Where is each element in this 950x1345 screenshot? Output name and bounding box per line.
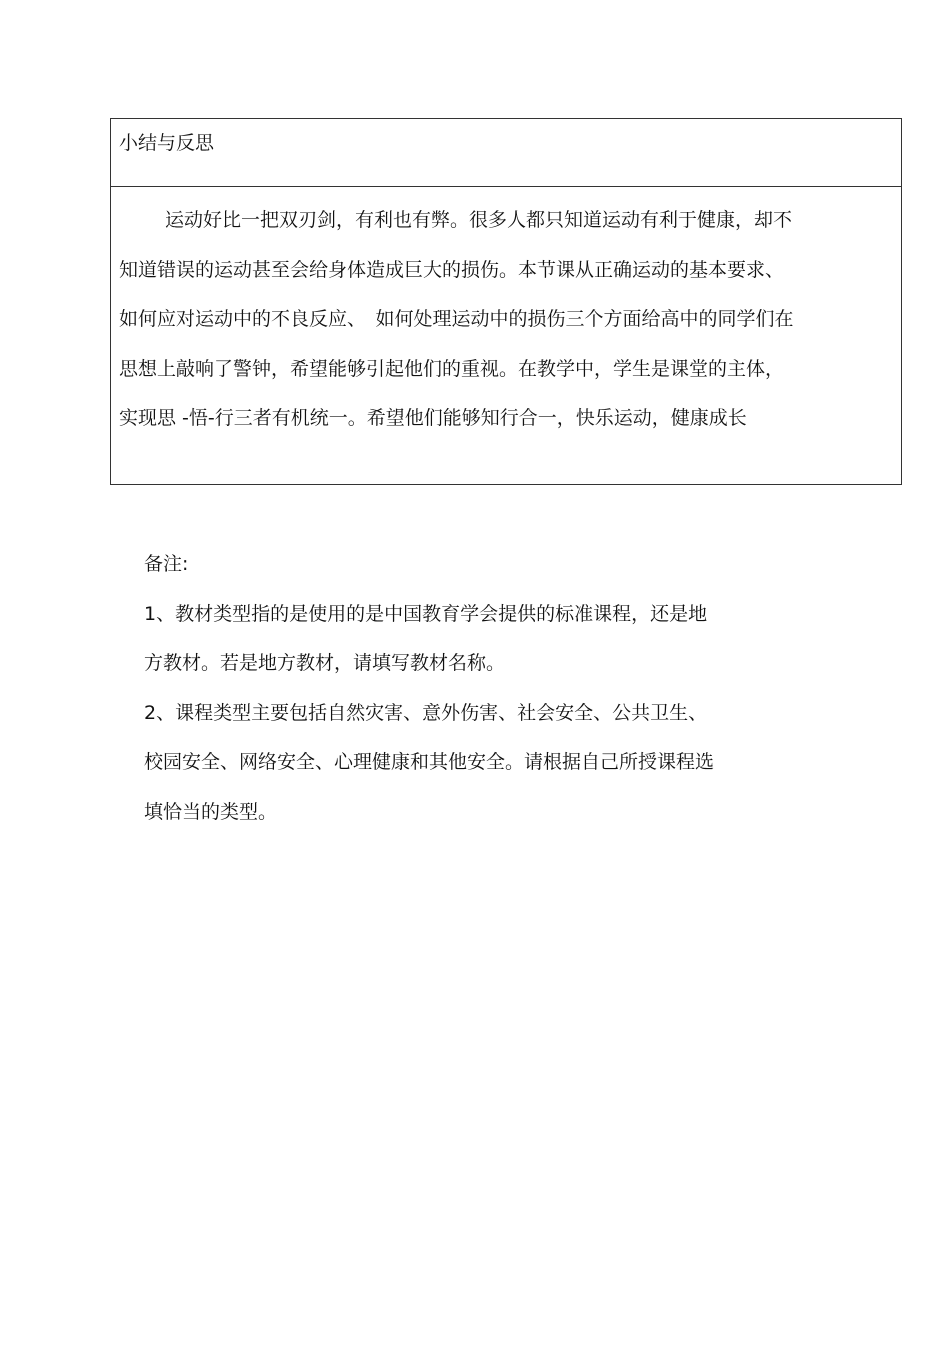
note-line: 方教材。若是地方教材，请填写教材名称。	[144, 652, 506, 674]
note-line: 2、课程类型主要包括自然灾害、意外伤害、社会安全、公共卫生、	[144, 701, 708, 724]
reflection-line: 运动好比一把双刃剑，有利也有弊。很多人都只知道运动有利于健康，却不	[165, 209, 793, 231]
note-line: 填恰当的类型。	[144, 800, 278, 823]
summary-reflection-table	[110, 118, 902, 485]
reflection-line: 思想上敲响了警钟，希望能够引起他们的重视。在教学中，学生是课堂的主体，	[119, 357, 785, 380]
reflection-line: 实现思 -悟-行三者有机统一。希望他们能够知行合一，快乐运动，健康成长	[119, 407, 747, 429]
note-line: 校园安全、网络安全、心理健康和其他安全。请根据自己所授课程选	[144, 751, 715, 773]
summary-reflection-body	[111, 187, 901, 444]
reflection-line: 知道错误的运动甚至会给身体造成巨大的损伤。本节课从正确运动的基本要求、	[119, 258, 785, 281]
summary-reflection-title: 小结与反思	[119, 132, 215, 154]
summary-reflection-header	[111, 119, 901, 187]
note-line: 1、教材类型指的是使用的是中国教育学会提供的标准课程，还是地	[144, 602, 708, 625]
notes-section	[144, 540, 844, 837]
reflection-line: 如何应对运动中的不良反应、 如何处理运动中的损伤三个方面给高中的同学们在	[119, 308, 794, 330]
notes-heading: 备注:	[144, 553, 189, 575]
